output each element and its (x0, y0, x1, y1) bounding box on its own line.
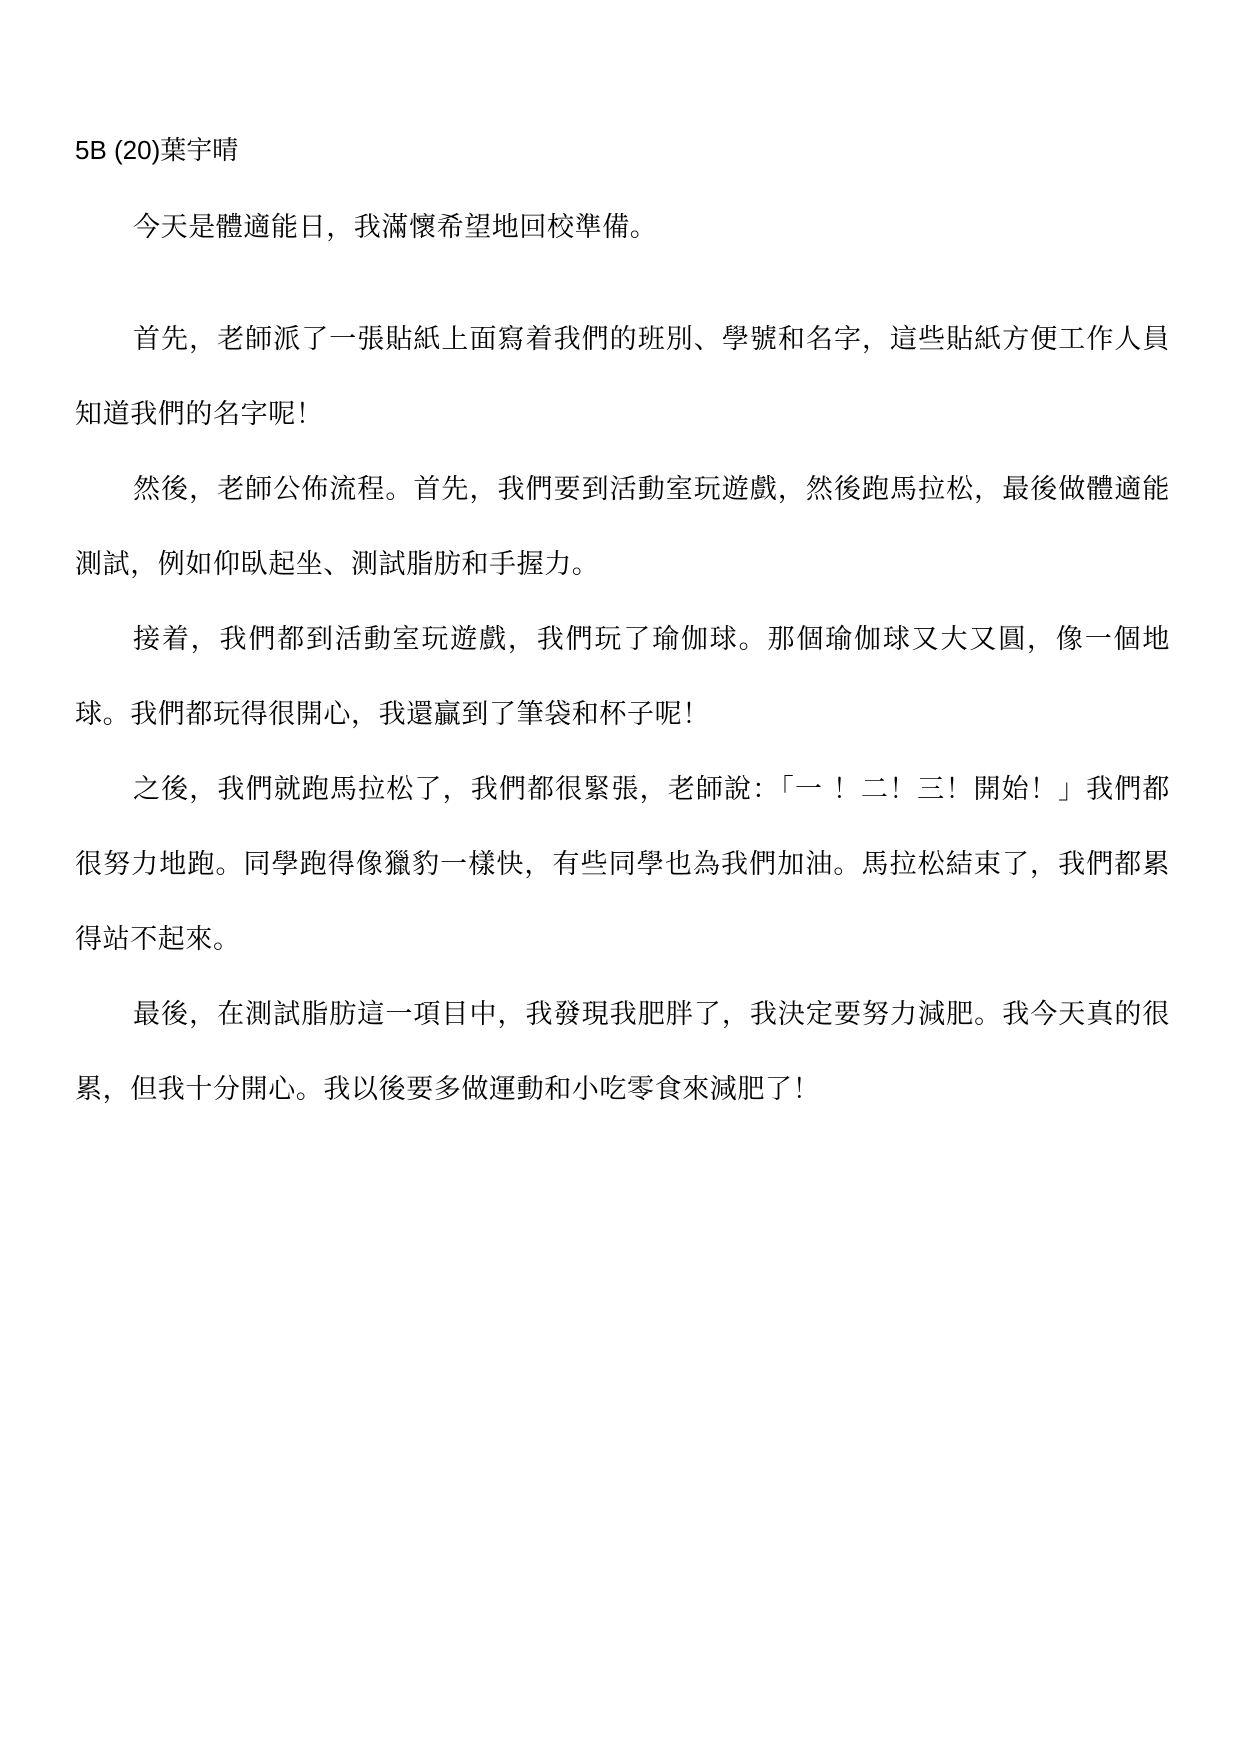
paragraph: 首先，老師派了一張貼紙上面寫着我們的班別、學號和名字，這些貼紙方便工作人員知道我們的名字呢！ (75, 324, 1170, 430)
paragraph: 最後，在測試脂肪這一項目中，我發現我肥胖了，我決定要努力減肥。我今天真的很累，但我十分開心。我以後要多做運動和小吃零食來減肥了！ (75, 999, 1170, 1105)
paragraph: 接着，我們都到活動室玩遊戲，我們玩了瑜伽球。那個瑜伽球又大又圓，像一個地球。我們都玩得很開心，我還贏到了筆袋和杯子呢！ (75, 624, 1170, 730)
paragraph: 然後，老師公佈流程。首先，我們要到活動室玩遊戲，然後跑馬拉松，最後做體適能測試，例如仰臥起坐、測試脂肪和手握力。 (75, 474, 1170, 580)
paragraph-intro: 今天是體適能日，我滿懷希望地回校準備。 (133, 212, 658, 243)
essay-body (75, 302, 1170, 1127)
intro-block (75, 190, 1170, 265)
paragraph: 之後，我們就跑馬拉松了，我們都很緊張，老師說：「一 ！二！三！開始！」我們都很努力地跑。同學跑得像獵豹一樣快，有些同學也為我們加油。馬拉松結束了，我們都累得站不起來。 (75, 774, 1170, 955)
author-line: 5B (20)葉宇晴 (75, 135, 239, 165)
